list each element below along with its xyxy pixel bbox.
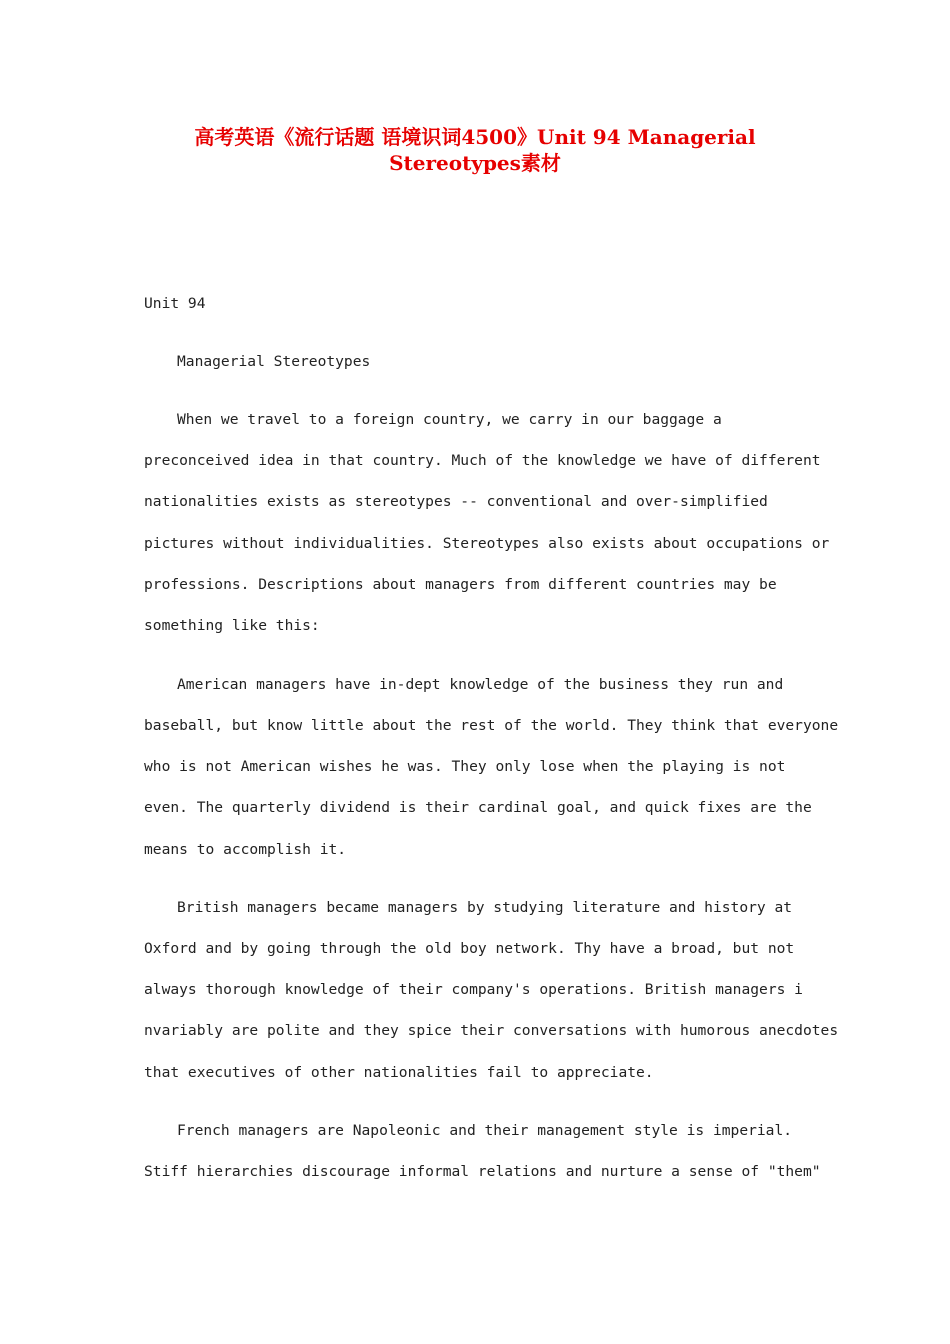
paragraph-line: professions. Descriptions about managers from different countries may be xyxy=(144,576,777,593)
paragraph-line: Oxford and by going through the old boy network. Thy have a broad, but not xyxy=(144,940,795,957)
paragraph-line: When we travel to a foreign country, we carry in our baggage a xyxy=(177,411,722,428)
paragraph-line: who is not American wishes he was. They only lose when the playing is not xyxy=(144,758,786,775)
paragraph-line: preconceived idea in that country. Much of the knowledge we have of different xyxy=(144,452,821,469)
paragraph-line: pictures without individualities. Stereotypes also exists about occupations or xyxy=(144,535,830,552)
article-title: Managerial Stereotypes xyxy=(177,353,371,370)
paragraph-line: always thorough knowledge of their company's operations. British managers i xyxy=(144,981,803,998)
paragraph-line: even. The quarterly dividend is their cardinal goal, and quick fixes are the xyxy=(144,799,812,816)
paragraph-line: that executives of other nationalities fail to appreciate. xyxy=(144,1064,654,1081)
paragraph-line: American managers have in-dept knowledge of the business they run and xyxy=(177,676,784,693)
document-title-line-1: 高考英语《流行话题 语境识词4500》Unit 94 Managerial xyxy=(194,125,756,149)
paragraph-line: nationalities exists as stereotypes -- conventional and over-simplified xyxy=(144,493,768,510)
paragraph-line: means to accomplish it. xyxy=(144,841,347,858)
paragraph-line: something like this: xyxy=(144,617,320,634)
paragraph-line: nvariably are polite and they spice their conversations with humorous anecdotes xyxy=(144,1022,839,1039)
unit-heading: Unit 94 xyxy=(144,295,206,312)
paragraph-line: French managers are Napoleonic and their management style is imperial. xyxy=(177,1122,793,1139)
paragraph-line: British managers became managers by studying literature and history at xyxy=(177,899,793,916)
document-title-line-2: Stereotypes素材 xyxy=(389,151,561,175)
paragraph-line: baseball, but know little about the rest of the world. They think that everyone xyxy=(144,717,839,734)
paragraph-line: Stiff hierarchies discourage informal relations and nurture a sense of "them" xyxy=(144,1163,821,1180)
